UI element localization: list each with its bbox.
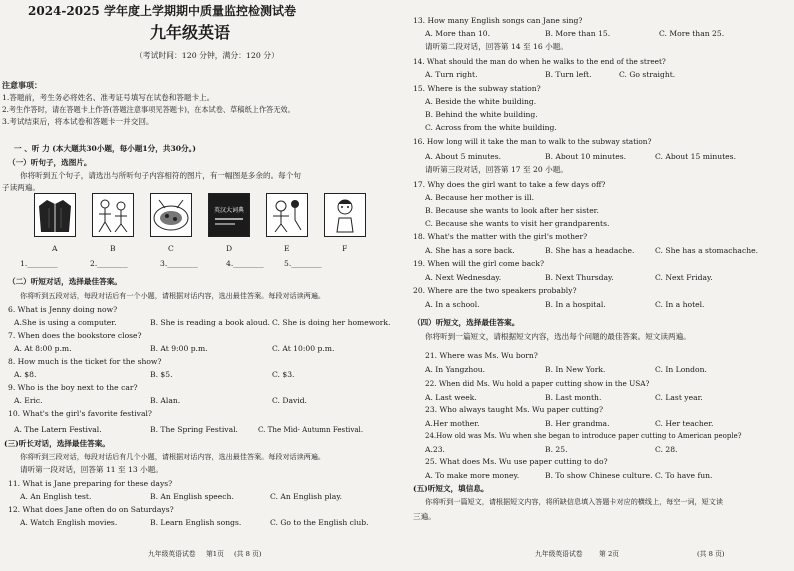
- picture-f: [324, 193, 366, 237]
- children-playing-icon: [267, 194, 307, 236]
- question-16: 16. How long will it take the man to walk to the subway station?: [413, 137, 652, 146]
- q23-option-a: A.Her mother.: [425, 419, 480, 428]
- exam-info: （考试时间：120 分钟，满分：120 分）: [135, 51, 279, 60]
- q14-option-b: B. Turn left.: [545, 70, 592, 79]
- q13-option-a: A. More than 10.: [425, 29, 491, 38]
- note-3: 3.考试结束后，将本试卷和答题卡一并交回。: [2, 117, 154, 126]
- answer-blank-1[interactable]: 1.________: [20, 259, 58, 268]
- footer-left-page: 第1页: [206, 550, 224, 558]
- answer-blank-3[interactable]: 3.________: [160, 259, 198, 268]
- footer-left-total: (共 8 页): [234, 550, 262, 558]
- question-7: 7. When does the bookstore close?: [8, 331, 142, 340]
- q24-option-b: B. 25.: [545, 445, 568, 454]
- picture-label-e: E: [284, 244, 290, 253]
- picture-b: [92, 193, 134, 237]
- picture-a: [34, 193, 76, 237]
- question-20: 20. Where are the two speakers probably?: [413, 286, 577, 295]
- q25-option-c: C. To have fun.: [655, 471, 713, 480]
- part2-title: （二）听短对话，选择最佳答案。: [8, 277, 122, 286]
- answer-blank-2[interactable]: 2.________: [90, 259, 128, 268]
- q12-option-c: C. Go to the English club.: [270, 518, 369, 527]
- q21-option-c: C. In London.: [655, 365, 707, 374]
- question-12: 12. What does Jane often do on Saturdays?: [8, 505, 174, 514]
- q15-option-c: C. Across from the white building.: [425, 123, 557, 132]
- q22-option-b: B. Last month.: [545, 393, 602, 402]
- picture-label-c: C: [168, 244, 174, 253]
- part1-title: （一）听句子，选图片。: [8, 158, 92, 167]
- question-13: 13. How many English songs can Jane sing?: [413, 16, 583, 25]
- food-plate-icon: [151, 194, 191, 236]
- q14-option-a: A. Turn right.: [425, 70, 478, 79]
- part5-instr-1: 你将听到一篇短文，请根据短文内容，将所缺信息填入答题卡对应的横线上，每空一词，短文读: [425, 497, 723, 506]
- boy-icon: [325, 194, 365, 236]
- q13-option-b: B. More than 15.: [545, 29, 611, 38]
- part1-instr-2: 子读两遍。: [2, 183, 40, 192]
- q8-option-c: C. $3.: [272, 370, 295, 379]
- q11-option-a: A. An English test.: [20, 492, 92, 501]
- q15-option-b: B. Behind the white building.: [425, 110, 538, 119]
- q21-option-a: A. In Yangzhou.: [425, 365, 486, 374]
- answer-blank-5[interactable]: 5.________: [284, 259, 322, 268]
- exam-title: 2024-2025 学年度上学期期中质量监控检测试卷: [28, 4, 296, 18]
- jacket-icon: [35, 194, 75, 236]
- picture-label-a: A: [52, 244, 58, 253]
- q7-option-b: B. At 9:00 p.m.: [150, 344, 208, 353]
- footer-right-total: (共 8 页): [697, 550, 725, 558]
- part5-instr-2: 三遍。: [413, 512, 436, 521]
- picture-d: [208, 193, 250, 237]
- question-11: 11. What is Jane preparing for these days?: [8, 479, 173, 488]
- question-10: 10. What's the girl's favorite festival?: [8, 409, 152, 418]
- q18-option-a: A. She has a sore back.: [425, 246, 515, 255]
- q9-option-b: B. Alan.: [150, 396, 181, 405]
- question-22: 22. When did Ms. Wu hold a paper cutting show in the USA?: [425, 379, 650, 388]
- q25-option-b: B. To show Chinese culture.: [545, 471, 653, 480]
- people-icon: [93, 194, 133, 236]
- q9-option-a: A. Eric.: [14, 396, 43, 405]
- note-2: 2.考生作答时，请在答题卡上作答(答题注意事项见答题卡)，在本试卷、草稿纸上作答无效。: [2, 105, 295, 114]
- q6-option-c: C. She is doing her homework.: [272, 318, 391, 327]
- question-23: 23. Who always taught Ms. Wu paper cutting?: [425, 405, 604, 414]
- question-14: 14. What should the man do when he walks to the end of the street?: [413, 57, 666, 66]
- part1-instr-1: 你将听到五个句子，请选出与所听句子内容相符的图片，有一幅图是多余的。每个句: [20, 171, 301, 180]
- part3-title: (三)听长对话，选择最佳答案。: [4, 439, 110, 448]
- question-25: 25. What does Ms. Wu use paper cutting to do?: [425, 457, 608, 466]
- q6-option-b: B. She is reading a book aloud.: [150, 318, 270, 327]
- q6-option-a: A.She is using a computer.: [14, 318, 117, 327]
- q24-option-c: C. 28.: [655, 445, 678, 454]
- picture-label-f: F: [342, 244, 348, 253]
- q23-option-c: C. Her teacher.: [655, 419, 714, 428]
- instr-q17-20: 请听第三段对话，回答第 17 至 20 小题。: [425, 165, 568, 174]
- question-9: 9. Who is the boy next to the car?: [8, 383, 138, 392]
- q11-option-c: C. An English play.: [270, 492, 343, 501]
- q21-option-b: B. In New York.: [545, 365, 606, 374]
- instr-q14-16: 请听第二段对话，回答第 14 至 16 小题。: [425, 42, 568, 51]
- right-page: [405, 0, 794, 571]
- footer-right-subject: 九年级英语试卷: [535, 550, 583, 558]
- subject-title: 九年级英语: [150, 23, 231, 42]
- q8-option-b: B. $5.: [150, 370, 173, 379]
- q13-option-c: C. More than 25.: [659, 29, 725, 38]
- picture-c: [150, 193, 192, 237]
- q17-option-c: C. Because she wants to visit her grandparents.: [425, 219, 610, 228]
- q10-option-b: B. The Spring Festival.: [150, 425, 238, 434]
- q24-option-a: A.23.: [425, 445, 445, 454]
- q19-option-c: C. Next Friday.: [655, 273, 713, 282]
- q10-option-a: A. The Latern Festival.: [14, 425, 102, 434]
- q25-option-a: A. To make more money.: [425, 471, 520, 480]
- part3-instr: 你将听到三段对话，每段对话后有几个小题，请根据对话内容，选出最佳答案。每段对话读两遍。: [20, 452, 326, 461]
- part5-title: (五)听短文，填信息。: [413, 484, 489, 493]
- q15-option-a: A. Beside the white building.: [425, 97, 537, 106]
- q20-option-c: C. In a hotel.: [655, 300, 705, 309]
- q22-option-c: C. Last year.: [655, 393, 703, 402]
- part4-title: （四）听短文，选择最佳答案。: [413, 318, 520, 327]
- q7-option-a: A. At 8:00 p.m.: [14, 344, 72, 353]
- q19-option-b: B. Next Thursday.: [545, 273, 614, 282]
- picture-e: [266, 193, 308, 237]
- q7-option-c: C. At 10:00 p.m.: [272, 344, 335, 353]
- question-24: 24.How old was Ms. Wu when she began to introduce paper cutting to American people?: [425, 432, 742, 440]
- q19-option-a: A. Next Wednesday.: [425, 273, 502, 282]
- q10-option-c: C. The Mid- Autumn Festival.: [258, 425, 364, 434]
- answer-blank-4[interactable]: 4.________: [226, 259, 264, 268]
- q18-option-b: B. She has a headache.: [545, 246, 635, 255]
- part3-first-dialogue: 请听第一段对话，回答第 11 至 13 小题。: [20, 465, 163, 474]
- section-listening: 一 、听 力 (本大题共30小题，每小题1分，共30分。): [14, 144, 197, 153]
- question-21: 21. Where was Ms. Wu born?: [425, 351, 538, 360]
- q16-option-a: A. About 5 minutes.: [425, 152, 502, 161]
- dictionary-icon: [209, 194, 249, 236]
- q17-option-a: A. Because her mother is ill.: [425, 193, 534, 202]
- part4-instr: 你将听到一篇短文，请根据短文内容，选出每个问题的最佳答案。短文读两遍。: [425, 332, 691, 341]
- q22-option-a: A. Last week.: [425, 393, 477, 402]
- q12-option-a: A. Watch English movies.: [20, 518, 118, 527]
- notes-title: 注意事项：: [2, 80, 42, 90]
- question-17: 17. Why does the girl want to take a few days off?: [413, 180, 606, 189]
- footer-left-subject: 九年级英语试卷: [148, 550, 196, 558]
- question-6: 6. What is Jenny doing now?: [8, 305, 118, 314]
- question-18: 18. What's the matter with the girl's mother?: [413, 232, 588, 241]
- question-15: 15. Where is the subway station?: [413, 84, 541, 93]
- note-1: 1.答题前，考生务必将姓名、准考证号填写在试卷和答题卡上。: [2, 93, 215, 102]
- q14-option-c: C. Go straight.: [619, 70, 676, 79]
- q12-option-b: B. Learn English songs.: [150, 518, 242, 527]
- q11-option-b: B. An English speech.: [150, 492, 234, 501]
- q20-option-b: B. In a hospital.: [545, 300, 606, 309]
- q17-option-b: B. Because she wants to look after her sister.: [425, 206, 599, 215]
- q18-option-c: C. She has a stomachache.: [655, 246, 759, 255]
- q16-option-c: C. About 15 minutes.: [655, 152, 736, 161]
- question-19: 19. When will the girl come back?: [413, 259, 545, 268]
- q8-option-a: A. $8.: [14, 370, 37, 379]
- footer-right-page: 第 2页: [599, 550, 620, 558]
- part2-instr: 你将听到五段对话，每段对话后有一个小题，请根据对话内容，选出最佳答案。每段对话读两遍。: [20, 291, 326, 300]
- q20-option-a: A. In a school.: [425, 300, 480, 309]
- q9-option-c: C. David.: [272, 396, 307, 405]
- dictionary-book-text: 英汉大词典: [213, 207, 245, 214]
- q23-option-b: B. Her grandma.: [545, 419, 610, 428]
- picture-label-b: B: [110, 244, 116, 253]
- picture-label-d: D: [226, 244, 233, 253]
- q16-option-b: B. About 10 minutes.: [545, 152, 627, 161]
- question-8: 8. How much is the ticket for the show?: [8, 357, 162, 366]
